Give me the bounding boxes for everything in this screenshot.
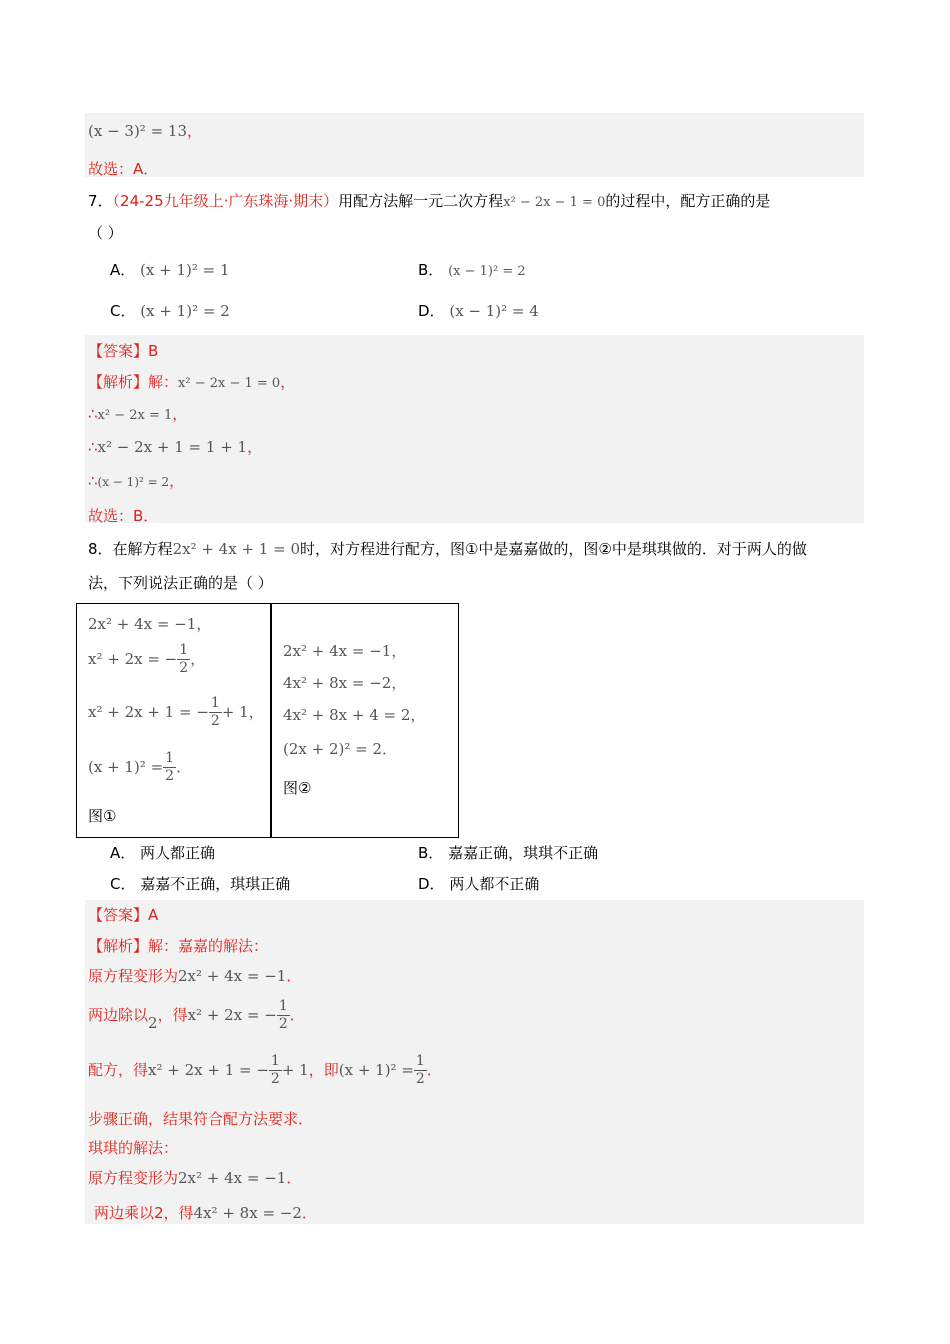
- q7-option-a[interactable]: A． (x + 1)² = 1: [110, 261, 230, 279]
- q8-analysis-line-7: 两边乘以2，得4x² + 8x = −2．: [94, 1204, 317, 1222]
- prev-solution-equation: (x − 3)² = 13，: [88, 122, 203, 140]
- q8-stem-line-2: 法，下列说法正确的是（ ）: [88, 574, 273, 592]
- q7-solution-block: [85, 335, 864, 523]
- fig2-line-2: 4x² + 8x = −2，: [283, 674, 407, 692]
- q7-analysis-step-3: ∴x² − 2x + 1 = 1 + 1，: [88, 438, 263, 456]
- q7-stem: 7．（24-25九年级上·广东珠海·期末）用配方法解一元二次方程x² − 2x − 1 = 0的过程中，配方正确的是: [88, 192, 771, 210]
- q8-analysis-line-1: 原方程变形为2x² + 4x = −1．: [88, 967, 302, 985]
- fig1-label: 图①: [88, 807, 117, 825]
- q8-analysis-line-5: 琪琪的解法：: [88, 1139, 179, 1157]
- q7-conclusion: 故选：B．: [88, 507, 159, 525]
- fig1-line-4: (x + 1)² = $\frac{1}{2}$ ．: [88, 750, 192, 784]
- fig2-label: 图②: [283, 779, 312, 797]
- q8-analysis-line-2: 两边除以2，得x² + 2x = − $\frac{1}{2}$ ．: [88, 998, 305, 1032]
- fig2-line-3: 4x² + 8x + 4 = 2，: [283, 706, 426, 724]
- q7-analysis-step-4: ∴(x − 1)² = 2，: [88, 472, 185, 490]
- q8-analysis-line-6: 原方程变形为2x² + 4x = −1．: [88, 1169, 302, 1187]
- q7-paren: （ ）: [88, 224, 123, 242]
- q7-answer: 【答案】B: [88, 342, 159, 360]
- q8-option-c[interactable]: C． 嘉嘉不正确，琪琪正确: [110, 875, 291, 893]
- q7-option-d[interactable]: D． (x − 1)² = 4: [418, 302, 539, 320]
- q7-analysis-step-2: ∴x² − 2x = 1，: [88, 405, 188, 423]
- q8-option-b[interactable]: B． 嘉嘉正确，琪琪不正确: [418, 844, 599, 862]
- fig1-line-2: x² + 2x = − $\frac{1}{2}$ ，: [88, 642, 206, 676]
- q7-analysis-step-1: 【解析】解：x² − 2x − 1 = 0，: [88, 373, 296, 391]
- fig1-line-3: x² + 2x + 1 = − $\frac{1}{2}$ + 1，: [88, 695, 264, 729]
- prev-solution-conclusion: 故选：A．: [88, 160, 159, 178]
- fig2-line-1: 2x² + 4x = −1，: [283, 642, 407, 660]
- q8-option-a[interactable]: A． 两人都正确: [110, 844, 216, 862]
- q7-option-c[interactable]: C． (x + 1)² = 2: [110, 302, 230, 320]
- fig1-line-1: 2x² + 4x = −1，: [88, 615, 212, 633]
- q8-analysis-label: 【解析】解：嘉嘉的解法：: [88, 937, 269, 955]
- q8-stem-line-1: 8．在解方程2x² + 4x + 1 = 0时，对方程进行配方，图①中是嘉嘉做的，图②中是琪琪做的．对于两人的做: [88, 540, 807, 558]
- q8-analysis-line-3: 配方，得x² + 2x + 1 = − $\frac{1}{2}$ + 1，即(x + 1)² = $\frac{1}{2}$ ．: [88, 1053, 442, 1087]
- fig2-line-4: (2x + 2)² = 2．: [283, 740, 398, 758]
- q8-analysis-line-4: 步骤正确，结果符合配方法要求．: [88, 1110, 314, 1128]
- q8-option-d[interactable]: D． 两人都不正确: [418, 875, 540, 893]
- q7-option-b[interactable]: B． (x − 1)² = 2: [418, 261, 526, 279]
- q8-answer: 【答案】A: [88, 906, 159, 924]
